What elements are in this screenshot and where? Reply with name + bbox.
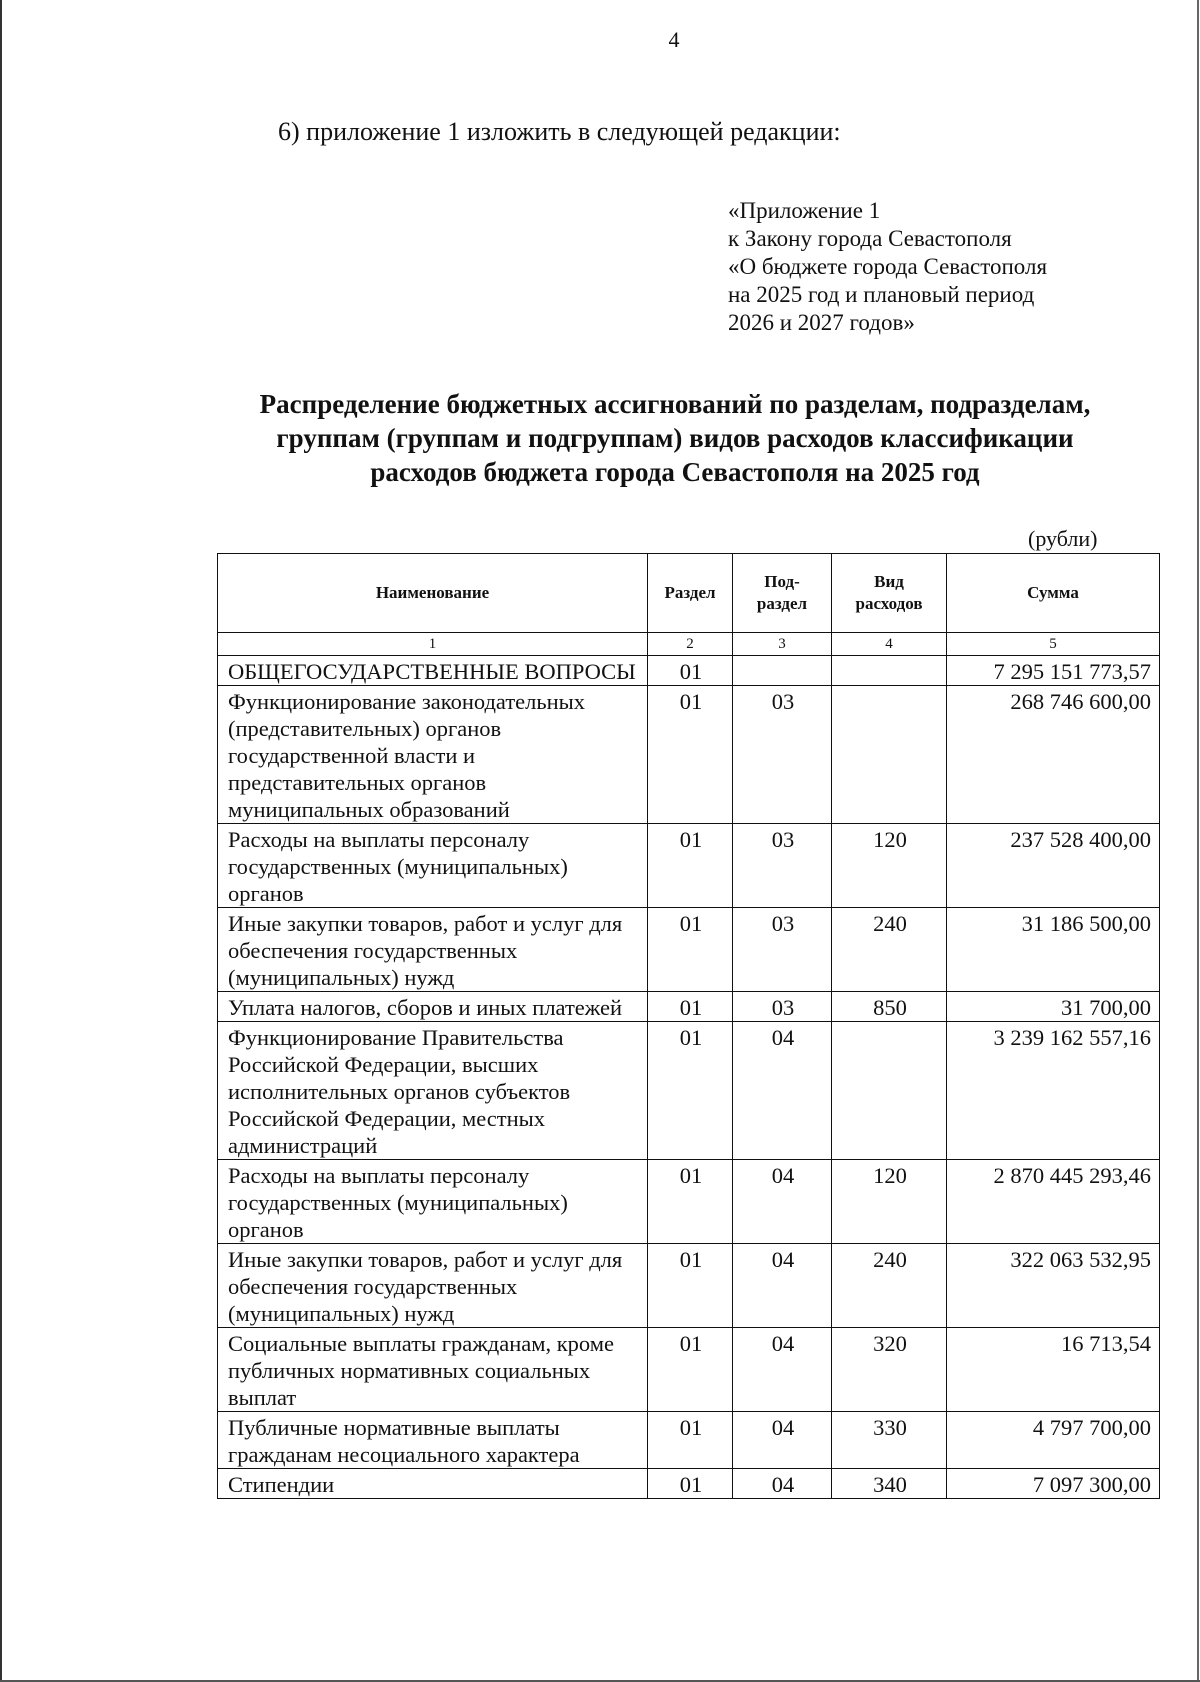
header-amount: Сумма (947, 554, 1160, 633)
header-subsection-line: Под- (764, 572, 800, 591)
row-subsection: 03 (733, 824, 832, 908)
table-row (218, 656, 1160, 686)
row-section: 01 (648, 992, 733, 1022)
row-expense-type: 120 (832, 824, 947, 908)
appendix-line: «О бюджете города Севастополя (728, 254, 1048, 279)
table-row (218, 1022, 1160, 1160)
header-section: Раздел (648, 554, 733, 633)
row-subsection: 04 (733, 1328, 832, 1412)
row-section: 01 (648, 656, 733, 686)
row-amount: 7 097 300,00 (947, 1469, 1160, 1499)
row-section: 01 (648, 908, 733, 992)
row-expense-type: 240 (832, 1244, 947, 1328)
row-subsection: 04 (733, 1412, 832, 1469)
row-subsection: 04 (733, 1160, 832, 1244)
table-row (218, 1469, 1160, 1499)
row-amount: 3 239 162 557,16 (947, 1022, 1160, 1160)
appendix-line: 2026 и 2027 годов» (728, 310, 915, 335)
table-row (218, 686, 1160, 824)
column-number-row (218, 633, 1160, 656)
header-subsection (733, 554, 832, 633)
row-amount: 4 797 700,00 (947, 1412, 1160, 1469)
amendment-text: 6) приложение 1 изложить в следующей редакции: (278, 117, 841, 146)
row-section: 01 (648, 1160, 733, 1244)
row-amount: 16 713,54 (947, 1328, 1160, 1412)
title-line: Распределение бюджетных ассигнований по разделам, подразделам, (259, 389, 1091, 419)
units-label: (рубли) (1028, 526, 1098, 551)
row-expense-type: 120 (832, 1160, 947, 1244)
header-subsection-line: раздел (756, 594, 808, 613)
appendix-reference (728, 197, 1047, 337)
column-number: 2 (648, 633, 733, 656)
row-expense-type: 240 (832, 908, 947, 992)
header-expense-type-line: Вид (874, 572, 904, 591)
table-row (218, 824, 1160, 908)
row-expense-type: 850 (832, 992, 947, 1022)
header-expense-type (832, 554, 947, 633)
appendix-line: к Закону города Севастополя (728, 226, 1012, 251)
table-row (218, 1328, 1160, 1412)
row-name: Функционирование законодательных (представительных) органов государственной власти и представительных органов муниципальных образований (218, 686, 648, 824)
row-name: Иные закупки товаров, работ и услуг для обеспечения государственных (муниципальных) нужд (218, 1244, 648, 1328)
row-subsection (733, 656, 832, 686)
row-expense-type (832, 1022, 947, 1160)
column-number: 5 (947, 633, 1160, 656)
row-subsection: 04 (733, 1022, 832, 1160)
column-number: 4 (832, 633, 947, 656)
row-amount: 7 295 151 773,57 (947, 656, 1160, 686)
table-row (218, 992, 1160, 1022)
row-section: 01 (648, 824, 733, 908)
column-number: 3 (733, 633, 832, 656)
row-expense-type: 330 (832, 1412, 947, 1469)
page-right-edge (1197, 0, 1199, 1682)
row-subsection: 03 (733, 992, 832, 1022)
row-section: 01 (648, 1022, 733, 1160)
row-subsection: 04 (733, 1469, 832, 1499)
document-title (180, 387, 1170, 489)
table-row (218, 1412, 1160, 1469)
row-name: Публичные нормативные выплаты гражданам несоциального характера (218, 1412, 648, 1469)
row-amount: 31 186 500,00 (947, 908, 1160, 992)
row-name: Расходы на выплаты персоналу государственных (муниципальных) органов (218, 1160, 648, 1244)
appendix-line: «Приложение 1 (728, 198, 881, 223)
row-name: Иные закупки товаров, работ и услуг для обеспечения государственных (муниципальных) нужд (218, 908, 648, 992)
budget-table (217, 553, 1160, 1499)
table-header-row (218, 554, 1160, 633)
row-amount: 31 700,00 (947, 992, 1160, 1022)
row-name: Функционирование Правительства Российской Федерации, высших исполнительных органов субъектов Российской Федерации, местных администраций (218, 1022, 648, 1160)
column-number: 1 (218, 633, 648, 656)
title-line: группам (группам и подгруппам) видов расходов классификации (276, 423, 1074, 453)
row-expense-type: 320 (832, 1328, 947, 1412)
table-row (218, 1244, 1160, 1328)
row-name: Стипендии (218, 1469, 648, 1499)
row-subsection: 03 (733, 908, 832, 992)
row-amount: 2 870 445 293,46 (947, 1160, 1160, 1244)
row-section: 01 (648, 686, 733, 824)
page-number: 4 (668, 27, 680, 52)
row-amount: 237 528 400,00 (947, 824, 1160, 908)
row-expense-type: 340 (832, 1469, 947, 1499)
row-amount: 268 746 600,00 (947, 686, 1160, 824)
row-section: 01 (648, 1328, 733, 1412)
header-name: Наименование (218, 554, 648, 633)
row-expense-type (832, 686, 947, 824)
row-name: Расходы на выплаты персоналу государственных (муниципальных) органов (218, 824, 648, 908)
row-name: Уплата налогов, сборов и иных платежей (218, 992, 648, 1022)
row-subsection: 03 (733, 686, 832, 824)
row-name: ОБЩЕГОСУДАРСТВЕННЫЕ ВОПРОСЫ (218, 656, 648, 686)
header-expense-type-line: расходов (855, 594, 923, 613)
table-row (218, 908, 1160, 992)
row-expense-type (832, 656, 947, 686)
table-row (218, 1160, 1160, 1244)
row-name: Социальные выплаты гражданам, кроме публичных нормативных социальных выплат (218, 1328, 648, 1412)
row-subsection: 04 (733, 1244, 832, 1328)
row-section: 01 (648, 1412, 733, 1469)
row-amount: 322 063 532,95 (947, 1244, 1160, 1328)
appendix-line: на 2025 год и плановый период (728, 282, 1035, 307)
page-left-edge (0, 0, 2, 1682)
row-section: 01 (648, 1244, 733, 1328)
title-line: расходов бюджета города Севастополя на 2025 год (370, 457, 980, 487)
row-section: 01 (648, 1469, 733, 1499)
